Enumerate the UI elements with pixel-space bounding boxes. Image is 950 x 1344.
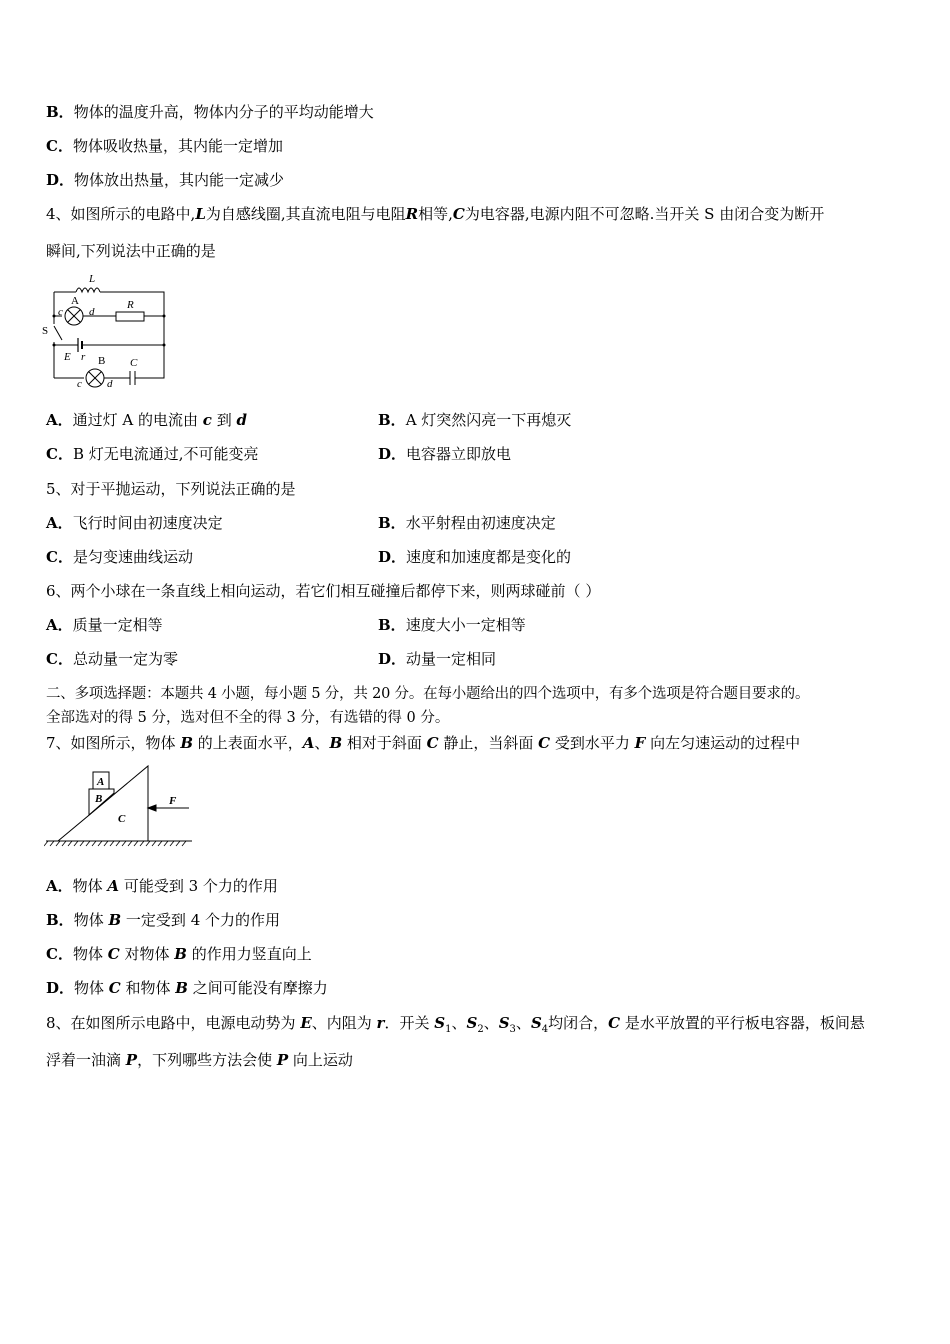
option-text: 是匀变速曲线运动 (72, 548, 193, 566)
var-P: P (125, 1051, 138, 1069)
option-text: 动量一定相同 (406, 650, 497, 668)
option-letter: B． (46, 911, 74, 929)
inductor-symbol (76, 288, 100, 292)
stem-text: 为自感线圈,其直流电阻与电阻 (205, 205, 406, 223)
option-text: 物体 (73, 911, 109, 929)
q6-option-d (378, 649, 496, 669)
q7-stem (46, 733, 800, 753)
option-letter: C． (46, 650, 73, 668)
separator: 、 (515, 1014, 531, 1032)
q8-stem-line1 (46, 1013, 865, 1040)
q4-stem-line1 (46, 204, 824, 224)
q5-option-c (46, 547, 193, 567)
option-letter: B． (378, 514, 406, 532)
label-d: d (89, 306, 95, 318)
subscript: 4 (541, 1024, 549, 1035)
option-text: 物体 (72, 877, 108, 895)
q5-option-a (46, 513, 223, 533)
resistor-r-symbol (116, 312, 144, 321)
label-d: d (107, 378, 113, 390)
option-text: 到 (211, 411, 237, 429)
label-C: C (130, 357, 138, 369)
option-letter: A． (46, 877, 73, 895)
option-letter: A． (46, 411, 73, 429)
q8-stem-line2 (46, 1050, 353, 1070)
var-S: S (466, 1014, 478, 1032)
option-text: 水平射程由初速度决定 (405, 514, 556, 532)
subscript: 1 (445, 1024, 452, 1035)
section2-heading-line1: 二、多项选择题：本题共 4 小题，每小题 5 分，共 20 分。在每小题给出的四个选项中，有多个选项是符合题目要求的。 (46, 686, 810, 702)
label-A: A (71, 295, 79, 307)
ground-hatching (44, 841, 186, 846)
q4-option-c (46, 444, 259, 464)
option-text: 对物体 (119, 945, 175, 963)
var-r: r (376, 1014, 385, 1032)
q5-stem: 5、对于平抛运动，下列说法正确的是 (46, 480, 296, 498)
var-L: L (195, 205, 206, 223)
q4-stem-line2: 瞬间,下列说法中正确的是 (46, 242, 216, 260)
q6-option-b (378, 615, 526, 635)
stem-text: 向上运动 (288, 1051, 353, 1069)
option-text: 质量一定相等 (72, 616, 163, 634)
label-c: c (58, 306, 63, 318)
label-F: F (169, 795, 177, 807)
stem-text: ．开关 (384, 1014, 435, 1032)
q3-option-d (46, 170, 284, 190)
var-C: C (452, 205, 465, 223)
q4-option-b (378, 410, 571, 430)
q6-option-c (46, 649, 178, 669)
q4-option-a (46, 410, 247, 430)
var-S: S (434, 1014, 446, 1032)
q3-option-b (46, 102, 374, 122)
option-letter: C． (46, 945, 73, 963)
var-B: B (329, 734, 343, 752)
option-letter: D． (378, 548, 407, 566)
option-text: 电容器立即放电 (406, 445, 512, 463)
var-S: S (498, 1014, 510, 1032)
option-text: A 灯突然闪亮一下再熄灭 (405, 411, 572, 429)
q7-option-a (46, 876, 278, 896)
var-S: S (530, 1014, 542, 1032)
q5-option-d (378, 547, 571, 567)
option-text: B 灯无电流通过,不可能变亮 (72, 445, 259, 463)
label-R: R (127, 299, 134, 311)
question-number: 4、 (46, 205, 71, 223)
label-B: B (95, 793, 103, 805)
option-text: 飞行时间由初速度决定 (72, 514, 223, 532)
label-A: A (97, 776, 105, 788)
stem-text: 7、如图所示，物体 (46, 734, 181, 752)
q4-option-d (378, 444, 511, 464)
option-letter: C． (46, 445, 73, 463)
option-letter: C． (46, 548, 73, 566)
var-d: d (236, 411, 247, 429)
separator: 、 (483, 1014, 499, 1032)
label-L: L (89, 273, 96, 285)
var-A: A (302, 734, 315, 752)
subscript: 2 (477, 1024, 484, 1035)
var-E: E (300, 1014, 312, 1032)
q3-option-c (46, 136, 283, 156)
option-letter: D． (378, 445, 407, 463)
option-text: 速度和加速度都是变化的 (406, 548, 572, 566)
var-P: P (276, 1051, 289, 1069)
q4-circuit-diagram (38, 270, 173, 392)
stem-text: 的上表面水平， (193, 734, 303, 752)
option-letter: D． (378, 650, 407, 668)
option-letter: A． (46, 514, 73, 532)
q6-stem: 6、两个小球在一条直线上相向运动，若它们相互碰撞后都停下来，则两球碰前（ ） (46, 582, 601, 600)
var-F: F (634, 734, 646, 752)
stem-text: 浮着一油滴 (46, 1051, 126, 1069)
var-c: c (202, 411, 212, 429)
option-letter: C． (46, 137, 73, 155)
label-C: C (118, 813, 126, 825)
var-C: C (538, 734, 551, 752)
var-C: C (426, 734, 439, 752)
switch-s-symbol (54, 326, 62, 340)
var-R: R (405, 205, 419, 223)
label-B: B (98, 355, 106, 367)
q7-option-c (46, 944, 312, 964)
option-letter: B． (378, 616, 406, 634)
q6-option-a (46, 615, 163, 635)
section2-heading-line2: 全部选对的得 5 分，选对但不全的得 3 分，有选错的得 0 分。 (46, 710, 450, 726)
var-B: B (175, 979, 188, 997)
stem-text: 均闭合， (548, 1014, 609, 1032)
q7-option-b (46, 910, 280, 930)
stem-text: 如图所示的电路中, (70, 205, 196, 223)
subscript: 3 (509, 1024, 516, 1035)
option-letter: D． (46, 171, 75, 189)
stem-text: 8、在如图所示电路中，电源电动势为 (46, 1014, 301, 1032)
separator: 、 (451, 1014, 467, 1032)
option-letter: B． (46, 103, 74, 121)
stem-text: 是水平放置的平行板电容器，板间悬 (620, 1014, 865, 1032)
var-C: C (608, 1014, 621, 1032)
option-text: 速度大小一定相等 (405, 616, 526, 634)
stem-text: 受到水平力 (550, 734, 635, 752)
option-text: 物体 (74, 979, 109, 997)
option-text: 物体 (72, 945, 108, 963)
option-text: 物体的温度升高，物体内分子的平均动能增大 (73, 103, 374, 121)
q7-option-d (46, 978, 328, 998)
var-B: B (180, 734, 193, 752)
stem-text: 、内阻为 (311, 1014, 377, 1032)
option-letter: B． (378, 411, 406, 429)
option-text: 一定受到 4 个力的作用 (121, 911, 281, 929)
stem-text: 向左匀速运动的过程中 (645, 734, 801, 752)
option-letter: D． (46, 979, 75, 997)
stem-text: 、 (314, 734, 330, 752)
option-letter: A． (46, 616, 73, 634)
var-C: C (107, 945, 120, 963)
stem-text: 静止，当斜面 (438, 734, 539, 752)
var-B: B (174, 945, 187, 963)
option-text: 总动量一定为零 (72, 650, 178, 668)
stem-text: ，下列哪些方法会使 (137, 1051, 277, 1069)
option-text: 通过灯 A 的电流由 (72, 411, 203, 429)
q5-option-b (378, 513, 556, 533)
label-c: c (77, 378, 82, 390)
label-E: E (64, 351, 71, 363)
option-text: 和物体 (120, 979, 176, 997)
option-text: 之间可能没有摩擦力 (187, 979, 328, 997)
var-C: C (108, 979, 121, 997)
option-text: 物体放出热量，其内能一定减少 (74, 171, 285, 189)
var-A: A (107, 877, 120, 895)
label-r: r (81, 351, 86, 363)
stem-text: 相对于斜面 (342, 734, 427, 752)
stem-text: 相等, (418, 205, 453, 223)
option-text: 物体吸收热量，其内能一定增加 (72, 137, 283, 155)
q7-incline-diagram (44, 764, 194, 850)
option-text: 的作用力竖直向上 (186, 945, 312, 963)
label-S: S (42, 325, 49, 337)
stem-text: 为电容器,电源内阻不可忽略.当开关 S 由闭合变为断开 (464, 205, 825, 223)
var-B: B (108, 911, 122, 929)
option-text: 可能受到 3 个力的作用 (119, 877, 278, 895)
